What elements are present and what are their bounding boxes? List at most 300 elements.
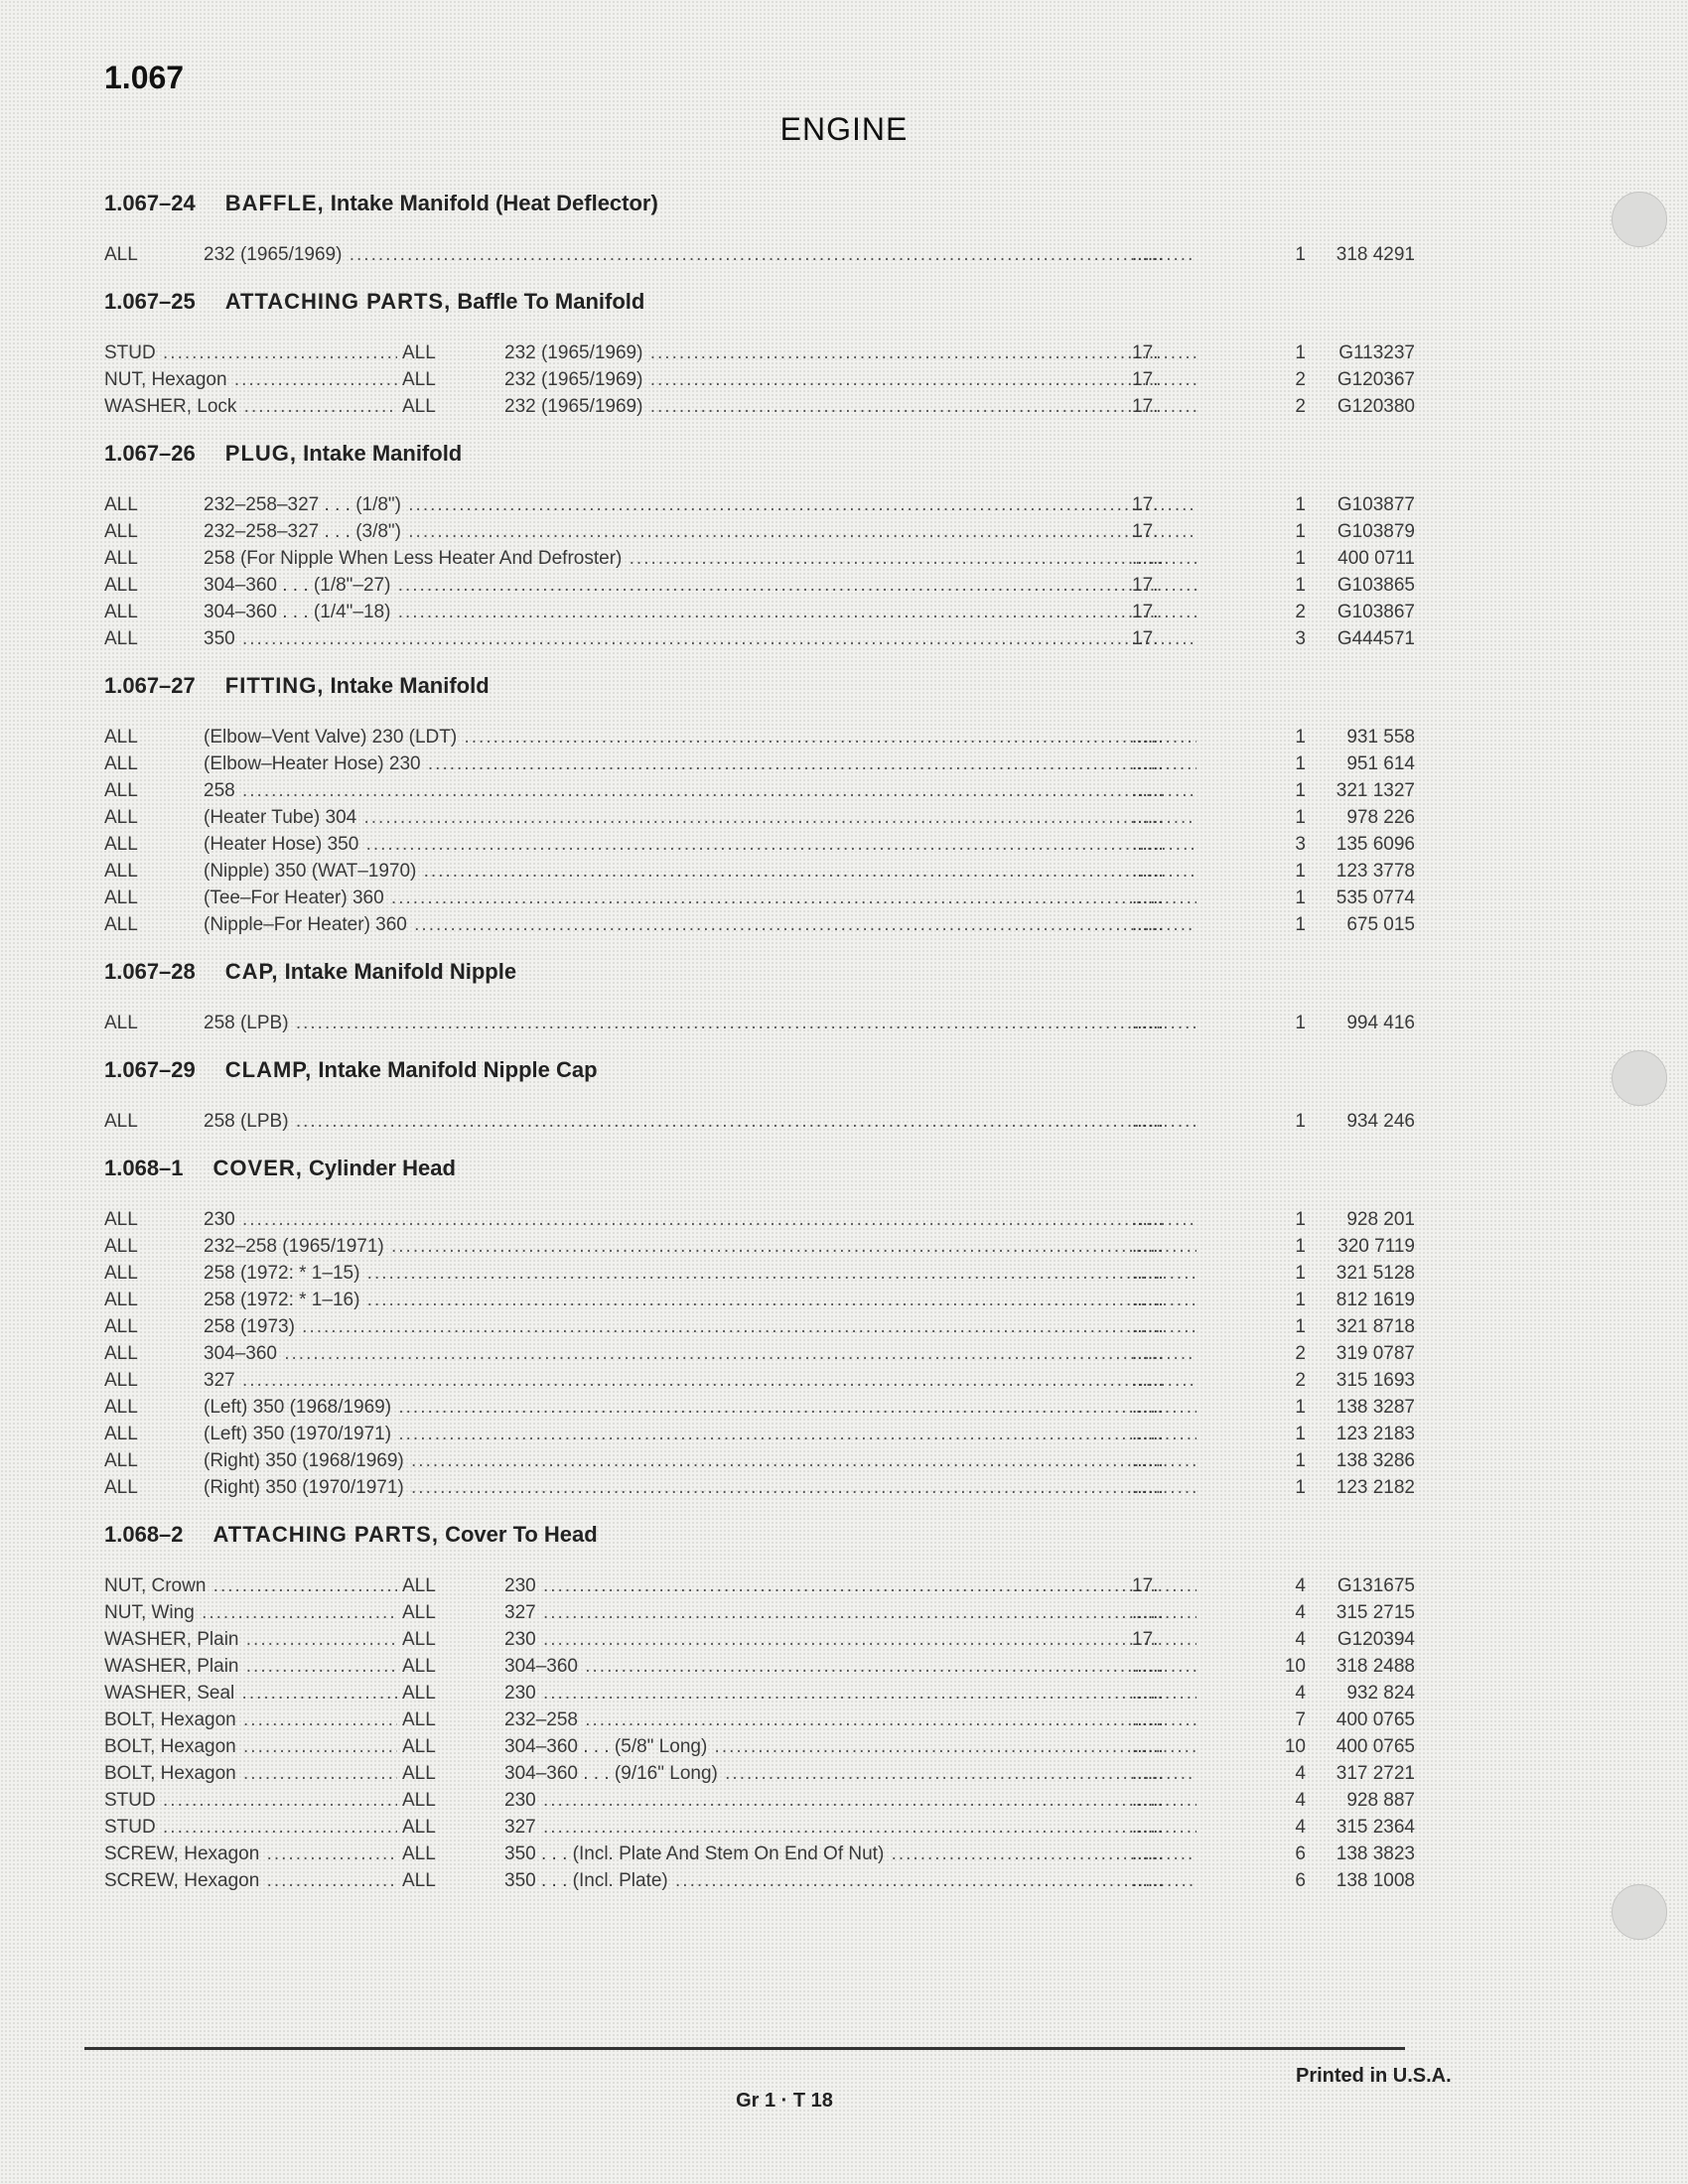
application-description xyxy=(204,1450,1196,1472)
model-all: ALL xyxy=(402,1602,436,1623)
part-row xyxy=(104,600,1415,626)
application-description xyxy=(204,1236,1196,1258)
part-row xyxy=(104,573,1415,600)
spec-code: 17. xyxy=(1132,396,1159,417)
description-text: 327 ..... xyxy=(204,1370,1196,1391)
model-all: ALL xyxy=(402,1683,436,1704)
model-all: ALL xyxy=(402,1763,436,1784)
quantity: 1 xyxy=(1295,727,1306,748)
application-description xyxy=(204,548,1196,570)
model-all: ALL xyxy=(104,914,138,935)
part-row xyxy=(104,1627,1415,1654)
part-row xyxy=(104,1234,1415,1261)
part-number: 932 824 xyxy=(1346,1683,1415,1704)
application-description xyxy=(204,780,1196,802)
part-name: BOLT, Hexagon ..... xyxy=(104,1736,397,1758)
part-row xyxy=(104,1368,1415,1395)
quantity: 2 xyxy=(1295,602,1306,622)
description-text: 232–258–327 . . . (3/8") ..... xyxy=(204,521,1196,542)
spec-code: ...... xyxy=(1132,834,1164,855)
quantity: 10 xyxy=(1284,1656,1306,1677)
part-number: G103865 xyxy=(1336,575,1415,596)
application-description xyxy=(504,1683,1196,1705)
description-text: 304–360 ..... xyxy=(504,1656,1196,1677)
quantity: 6 xyxy=(1295,1843,1306,1864)
quantity: 1 xyxy=(1295,1316,1306,1337)
section-header xyxy=(104,171,1415,220)
part-row xyxy=(104,1734,1415,1761)
section-part-name: CLAMP, xyxy=(224,1057,313,1082)
application-description xyxy=(204,834,1196,856)
model-all: ALL xyxy=(104,1290,138,1310)
part-row xyxy=(104,778,1415,805)
part-number: 321 8718 xyxy=(1336,1316,1415,1337)
quantity: 1 xyxy=(1295,1236,1306,1257)
section-header xyxy=(104,1037,1415,1087)
spec-code: ...... xyxy=(1132,780,1164,801)
part-number: 315 2715 xyxy=(1336,1602,1415,1623)
model-all: ALL xyxy=(104,1477,138,1498)
spec-code: 17. xyxy=(1132,1575,1159,1596)
model-all: ALL xyxy=(104,727,138,748)
description-text: 230 ..... xyxy=(504,1790,1196,1811)
model-all: ALL xyxy=(104,861,138,882)
model-all: ALL xyxy=(402,1870,436,1891)
part-number: G103867 xyxy=(1336,602,1415,622)
application-description xyxy=(204,887,1196,909)
application-description xyxy=(504,1629,1196,1651)
part-row xyxy=(104,1341,1415,1368)
section-header xyxy=(104,1136,1415,1185)
binder-hole xyxy=(1612,192,1667,247)
model-all: ALL xyxy=(104,548,138,569)
part-row xyxy=(104,1395,1415,1422)
section-header xyxy=(104,269,1415,319)
part-number: G120394 xyxy=(1336,1629,1415,1650)
model-all: ALL xyxy=(104,1343,138,1364)
quantity: 1 xyxy=(1295,342,1306,363)
part-name: STUD ..... xyxy=(104,1790,397,1812)
quantity: 1 xyxy=(1295,494,1306,515)
part-row xyxy=(104,1573,1415,1600)
section-header xyxy=(104,653,1415,703)
part-number: G113237 xyxy=(1338,342,1415,363)
spec-code: ...... xyxy=(1132,1602,1164,1623)
part-row xyxy=(104,1422,1415,1448)
section-number: 1.067–27 xyxy=(104,673,196,698)
part-row xyxy=(104,1475,1415,1502)
model-all: ALL xyxy=(104,521,138,542)
page-title: ENGINE xyxy=(779,111,909,147)
part-row xyxy=(104,394,1415,421)
part-row xyxy=(104,626,1415,653)
model-all: ALL xyxy=(402,1656,436,1677)
part-row xyxy=(104,367,1415,394)
part-number: 978 226 xyxy=(1346,807,1415,828)
spec-code: ...... xyxy=(1132,1424,1164,1444)
quantity: 1 xyxy=(1295,521,1306,542)
part-number: 123 2183 xyxy=(1336,1424,1415,1444)
application-description xyxy=(504,1709,1196,1731)
description-text: (Tee–For Heater) 360 ..... xyxy=(204,887,1196,908)
quantity: 3 xyxy=(1295,834,1306,855)
application-description xyxy=(204,1013,1196,1034)
model-all: ALL xyxy=(402,342,436,363)
application-description xyxy=(204,1209,1196,1231)
application-description xyxy=(204,807,1196,829)
part-name: STUD ..... xyxy=(104,1817,397,1839)
quantity: 1 xyxy=(1295,575,1306,596)
part-row xyxy=(104,1207,1415,1234)
description-text: 232 (1965/1969) ..... xyxy=(504,396,1196,417)
quantity: 1 xyxy=(1295,1111,1306,1132)
description-text: 230 ..... xyxy=(504,1683,1196,1704)
spec-code: ...... xyxy=(1132,1709,1164,1730)
part-name: WASHER, Plain ..... xyxy=(104,1629,397,1651)
model-all: ALL xyxy=(104,1397,138,1418)
description-text: 230 ..... xyxy=(204,1209,1196,1230)
quantity: 1 xyxy=(1295,1424,1306,1444)
spec-code: 17. xyxy=(1132,521,1159,542)
description-text: 232 (1965/1969) ..... xyxy=(504,369,1196,390)
spec-code: ...... xyxy=(1132,1370,1164,1391)
description-text: 230 ..... xyxy=(504,1629,1196,1650)
description-text: 327 ..... xyxy=(504,1602,1196,1623)
quantity: 1 xyxy=(1295,1013,1306,1033)
part-number: 934 246 xyxy=(1346,1111,1415,1132)
part-row xyxy=(104,1815,1415,1842)
application-description xyxy=(204,1343,1196,1365)
quantity: 1 xyxy=(1295,887,1306,908)
part-number: 321 1327 xyxy=(1336,780,1415,801)
model-all: ALL xyxy=(104,780,138,801)
spec-code: 17. xyxy=(1132,1629,1159,1650)
section-description: Cylinder Head xyxy=(309,1156,456,1180)
part-number: 400 0765 xyxy=(1336,1736,1415,1757)
part-name: BOLT, Hexagon ..... xyxy=(104,1709,397,1731)
description-text: 304–360 . . . (1/8"–27) ..... xyxy=(204,575,1196,596)
quantity: 2 xyxy=(1295,1343,1306,1364)
part-number: 928 201 xyxy=(1346,1209,1415,1230)
model-all: ALL xyxy=(402,1843,436,1864)
part-row xyxy=(104,1788,1415,1815)
section-header xyxy=(104,1502,1415,1552)
part-number: 135 6096 xyxy=(1336,834,1415,855)
part-number: 321 5128 xyxy=(1336,1263,1415,1284)
description-text: (Nipple) 350 (WAT–1970) ..... xyxy=(204,861,1196,882)
part-row xyxy=(104,751,1415,778)
model-all: ALL xyxy=(104,628,138,649)
page-number: 1.067 xyxy=(104,60,185,95)
quantity: 1 xyxy=(1295,780,1306,801)
quantity: 4 xyxy=(1295,1575,1306,1596)
application-description xyxy=(504,342,1196,364)
quantity: 4 xyxy=(1295,1763,1306,1784)
part-row xyxy=(104,1707,1415,1734)
model-all: ALL xyxy=(104,887,138,908)
spec-code: ...... xyxy=(1132,548,1164,569)
model-all: ALL xyxy=(104,1111,138,1132)
spec-code: ...... xyxy=(1132,1450,1164,1471)
part-row xyxy=(104,805,1415,832)
section-number: 1.067–25 xyxy=(104,289,196,314)
spec-code: ...... xyxy=(1132,1477,1164,1498)
spec-code: ...... xyxy=(1132,1397,1164,1418)
spec-code: ...... xyxy=(1132,1209,1164,1230)
printed-in-usa: Printed in U.S.A. xyxy=(1296,2065,1452,2087)
application-description xyxy=(204,602,1196,623)
part-number: 123 2182 xyxy=(1336,1477,1415,1498)
application-description xyxy=(204,494,1196,516)
description-text: 258 ..... xyxy=(204,780,1196,801)
section-part-name: ATTACHING PARTS, xyxy=(224,289,452,314)
part-row xyxy=(104,1261,1415,1288)
description-text: 304–360 . . . (9/16" Long) ..... xyxy=(504,1763,1196,1784)
part-number: 319 0787 xyxy=(1336,1343,1415,1364)
part-number: 317 2721 xyxy=(1336,1763,1415,1784)
section-header xyxy=(104,939,1415,989)
application-description xyxy=(204,521,1196,543)
quantity: 3 xyxy=(1295,628,1306,649)
spec-code: ...... xyxy=(1132,914,1164,935)
section-description: Intake Manifold xyxy=(330,673,490,698)
part-number: 138 1008 xyxy=(1336,1870,1415,1891)
part-row xyxy=(104,492,1415,519)
part-row xyxy=(104,1654,1415,1681)
part-row xyxy=(104,1288,1415,1314)
description-text: 258 (1972: * 1–15) ..... xyxy=(204,1263,1196,1284)
spec-code: ...... xyxy=(1132,1111,1164,1132)
description-text: 258 (1972: * 1–16) ..... xyxy=(204,1290,1196,1310)
part-number: 318 2488 xyxy=(1336,1656,1415,1677)
part-row xyxy=(104,832,1415,859)
application-description xyxy=(504,1602,1196,1624)
description-text: 327 ..... xyxy=(504,1817,1196,1838)
model-all: ALL xyxy=(104,575,138,596)
description-text: 258 (LPB) ..... xyxy=(204,1111,1196,1132)
quantity: 2 xyxy=(1295,369,1306,390)
description-text: (Left) 350 (1970/1971) ..... xyxy=(204,1424,1196,1444)
description-text: 258 (For Nipple When Less Heater And Defroster) ..... xyxy=(204,548,1196,569)
description-text: 350 . . . (Incl. Plate And Stem On End Of Nut) ..... xyxy=(504,1843,1196,1864)
quantity: 1 xyxy=(1295,548,1306,569)
application-description xyxy=(504,1656,1196,1678)
spec-code: 17. xyxy=(1132,494,1159,515)
part-number: 400 0711 xyxy=(1337,548,1415,569)
quantity: 6 xyxy=(1295,1870,1306,1891)
application-description xyxy=(204,1290,1196,1311)
application-description xyxy=(504,1817,1196,1839)
section-description: Intake Manifold (Heat Deflector) xyxy=(330,191,658,215)
quantity: 4 xyxy=(1295,1817,1306,1838)
part-name: SCREW, Hexagon ..... xyxy=(104,1843,397,1865)
part-number: G444571 xyxy=(1336,628,1415,649)
application-description xyxy=(204,1263,1196,1285)
application-description xyxy=(204,1397,1196,1419)
part-row xyxy=(104,546,1415,573)
description-text: 258 (1973) ..... xyxy=(204,1316,1196,1337)
spec-code: ...... xyxy=(1132,1316,1164,1337)
quantity: 1 xyxy=(1295,1450,1306,1471)
model-all: ALL xyxy=(402,1817,436,1838)
part-number: 138 3823 xyxy=(1336,1843,1415,1864)
section-number: 1.068–1 xyxy=(104,1156,184,1180)
part-number: 812 1619 xyxy=(1336,1290,1415,1310)
spec-code: ...... xyxy=(1132,1870,1164,1891)
part-number: 315 1693 xyxy=(1336,1370,1415,1391)
section-number: 1.067–24 xyxy=(104,191,196,215)
quantity: 1 xyxy=(1295,914,1306,935)
description-text: 232–258 (1965/1971) ..... xyxy=(204,1236,1196,1257)
section-description: Intake Manifold xyxy=(303,441,463,466)
spec-code: ...... xyxy=(1132,887,1164,908)
description-text: 350 ..... xyxy=(204,628,1196,649)
part-name: SCREW, Hexagon ..... xyxy=(104,1870,397,1892)
part-number: G120380 xyxy=(1336,396,1415,417)
part-row xyxy=(104,1600,1415,1627)
spec-code: ...... xyxy=(1132,1843,1164,1864)
section-part-name: COVER, xyxy=(212,1156,303,1180)
model-all: ALL xyxy=(104,1370,138,1391)
part-number: G131675 xyxy=(1336,1575,1415,1596)
model-all: ALL xyxy=(402,1736,436,1757)
spec-code: ...... xyxy=(1132,1263,1164,1284)
quantity: 4 xyxy=(1295,1683,1306,1704)
part-name: WASHER, Seal ..... xyxy=(104,1683,397,1705)
quantity: 2 xyxy=(1295,1370,1306,1391)
application-description xyxy=(504,369,1196,391)
spec-code: ...... xyxy=(1132,753,1164,774)
description-text: 304–360 ..... xyxy=(204,1343,1196,1364)
description-text: (Right) 350 (1970/1971) ..... xyxy=(204,1477,1196,1498)
quantity: 4 xyxy=(1295,1790,1306,1811)
part-row xyxy=(104,1761,1415,1788)
description-text: (Elbow–Vent Valve) 230 (LDT) ..... xyxy=(204,727,1196,748)
application-description xyxy=(504,1870,1196,1892)
quantity: 2 xyxy=(1295,396,1306,417)
spec-code: ...... xyxy=(1132,727,1164,748)
section-part-name: ATTACHING PARTS, xyxy=(212,1522,439,1547)
part-name: NUT, Crown ..... xyxy=(104,1575,397,1597)
section-number: 1.068–2 xyxy=(104,1522,184,1547)
application-description xyxy=(204,628,1196,650)
application-description xyxy=(204,1424,1196,1445)
application-description xyxy=(204,1316,1196,1338)
parts-list xyxy=(104,171,1415,1895)
group-tab-label: Gr 1 · T 18 xyxy=(736,2090,833,2112)
application-description xyxy=(204,1111,1196,1133)
part-number: 675 015 xyxy=(1346,914,1415,935)
part-number: 315 2364 xyxy=(1336,1817,1415,1838)
spec-code: ...... xyxy=(1132,1817,1164,1838)
part-row xyxy=(104,242,1415,269)
model-all: ALL xyxy=(402,1629,436,1650)
part-name: WASHER, Lock ..... xyxy=(104,396,397,418)
model-all: ALL xyxy=(104,1209,138,1230)
application-description xyxy=(504,1763,1196,1785)
part-number: 138 3286 xyxy=(1336,1450,1415,1471)
spec-code: ...... xyxy=(1132,1763,1164,1784)
quantity: 1 xyxy=(1295,1209,1306,1230)
description-text: (Heater Hose) 350 ..... xyxy=(204,834,1196,855)
footer-divider xyxy=(84,2047,1405,2050)
description-text: 350 . . . (Incl. Plate) ..... xyxy=(504,1870,1196,1891)
application-description xyxy=(504,1790,1196,1812)
model-all: ALL xyxy=(402,1575,436,1596)
part-number: 320 7119 xyxy=(1337,1236,1415,1257)
description-text: 232–258 ..... xyxy=(504,1709,1196,1730)
spec-code: ...... xyxy=(1132,807,1164,828)
spec-code: 17. xyxy=(1132,342,1159,363)
description-text: (Nipple–For Heater) 360 ..... xyxy=(204,914,1196,935)
part-number: G103877 xyxy=(1336,494,1415,515)
description-text: 304–360 . . . (1/4"–18) ..... xyxy=(204,602,1196,622)
part-name: NUT, Wing ..... xyxy=(104,1602,397,1624)
part-row xyxy=(104,341,1415,367)
description-text: (Elbow–Heater Hose) 230 ..... xyxy=(204,753,1196,774)
description-text: 230 ..... xyxy=(504,1575,1196,1596)
section-description: Intake Manifold Nipple xyxy=(284,959,517,984)
section-description: Baffle To Manifold xyxy=(457,289,645,314)
quantity: 1 xyxy=(1295,1263,1306,1284)
spec-code: 17. xyxy=(1132,602,1159,622)
part-number: G103879 xyxy=(1336,521,1415,542)
quantity: 1 xyxy=(1295,1477,1306,1498)
spec-code: ...... xyxy=(1132,1290,1164,1310)
model-all: ALL xyxy=(402,396,436,417)
part-row xyxy=(104,1448,1415,1475)
model-all: ALL xyxy=(104,807,138,828)
part-row xyxy=(104,1011,1415,1037)
part-row xyxy=(104,725,1415,751)
model-all: ALL xyxy=(104,1450,138,1471)
section-part-name: BAFFLE, xyxy=(224,191,325,215)
description-text: (Heater Tube) 304 ..... xyxy=(204,807,1196,828)
application-description xyxy=(204,244,1196,266)
description-text: (Right) 350 (1968/1969) ..... xyxy=(204,1450,1196,1471)
spec-code: ...... xyxy=(1132,1656,1164,1677)
application-description xyxy=(504,396,1196,418)
part-row xyxy=(104,886,1415,912)
model-all: ALL xyxy=(104,1263,138,1284)
quantity: 1 xyxy=(1295,1397,1306,1418)
part-number: 535 0774 xyxy=(1336,887,1415,908)
part-row xyxy=(104,1842,1415,1868)
model-all: ALL xyxy=(104,602,138,622)
model-all: ALL xyxy=(104,1013,138,1033)
part-row xyxy=(104,859,1415,886)
part-row xyxy=(104,1868,1415,1895)
spec-code: 17. xyxy=(1132,575,1159,596)
part-row xyxy=(104,1314,1415,1341)
part-number: 318 4291 xyxy=(1336,244,1415,265)
quantity: 7 xyxy=(1295,1709,1306,1730)
spec-code: ...... xyxy=(1132,244,1164,265)
part-name: BOLT, Hexagon ..... xyxy=(104,1763,397,1785)
application-description xyxy=(504,1736,1196,1758)
spec-code: 17. xyxy=(1132,628,1159,649)
section-number: 1.067–29 xyxy=(104,1057,196,1082)
part-name: WASHER, Plain ..... xyxy=(104,1656,397,1678)
part-number: 123 3778 xyxy=(1336,861,1415,882)
spec-code: ...... xyxy=(1132,1736,1164,1757)
description-text: 258 (LPB) ..... xyxy=(204,1013,1196,1033)
section-number: 1.067–26 xyxy=(104,441,196,466)
model-all: ALL xyxy=(104,244,138,265)
part-name: NUT, Hexagon ..... xyxy=(104,369,397,391)
part-number: 138 3287 xyxy=(1336,1397,1415,1418)
part-row xyxy=(104,1109,1415,1136)
